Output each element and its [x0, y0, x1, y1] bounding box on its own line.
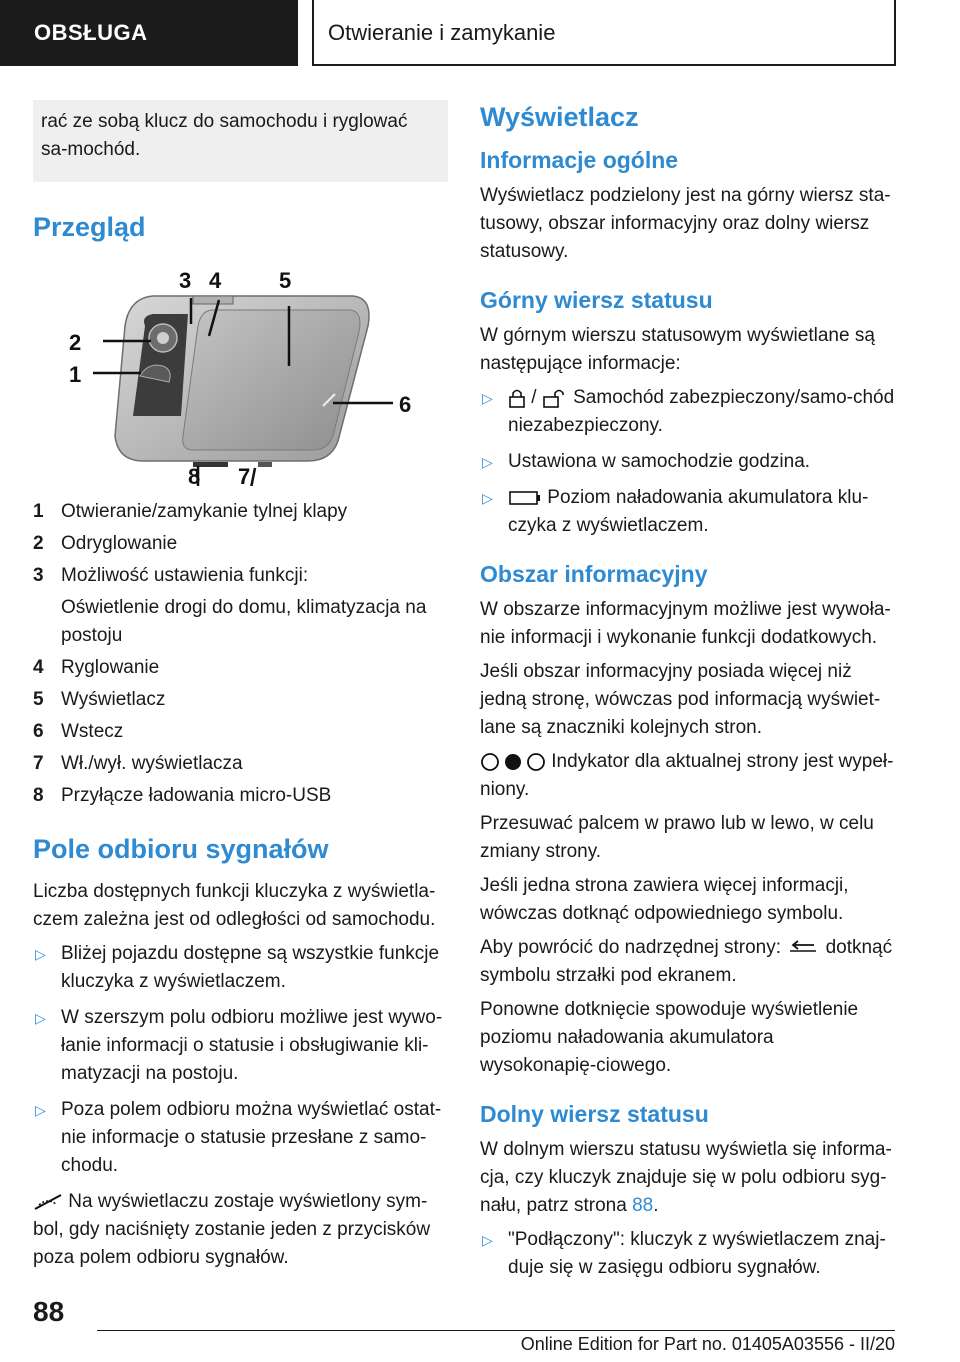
callout-6: 6 — [399, 392, 412, 417]
lock-open-icon — [542, 388, 568, 408]
left-column — [33, 100, 448, 1278]
legend-item: 3 Możliwość ustawienia funkcji: Oświetlenie drogi do domu, klimatyzacja na postoju — [33, 562, 448, 650]
bullet-item: ▷ Poza polem odbioru można wyświetlać ostat-nie informacje o statusie przesłane z samo-chodu. — [33, 1096, 448, 1180]
power-button — [258, 462, 272, 467]
callout-2: 2 — [69, 330, 82, 355]
info-p7: Ponowne dotknięcie spowoduje wyświetlenie poziomu naładowania akumulatora wysokonapię-ciowego. — [480, 999, 859, 1076]
info-p1: W obszarze informacyjnym możliwe jest wywoła-nie informacji i wykonanie funkcji dodatkowych. — [480, 599, 891, 648]
page-number: 88 — [33, 1296, 65, 1327]
back-arrow-icon — [786, 939, 820, 957]
right-column — [480, 100, 895, 1290]
edition-text: Online Edition for Part no. 01405A03556 - II/20 — [520, 1334, 895, 1354]
bullet-triangle-icon: ▷ — [482, 1232, 493, 1248]
general-heading: Informacje ogólne — [480, 147, 679, 173]
lock-separator: / — [531, 387, 537, 408]
info-p4: Przesuwać palcem w prawo lub w lewo, w celu zmiany strony. — [480, 813, 874, 862]
page-reference-link[interactable]: 88 — [632, 1195, 654, 1216]
legend-item: 1 Otwieranie/zamykanie tylnej klapy — [33, 501, 348, 522]
bullet-triangle-icon: ▷ — [482, 490, 493, 506]
info-area-heading: Obszar informacyjny — [480, 561, 708, 587]
legend-item: 2 Odryglowanie — [33, 533, 178, 554]
callout-4: 4 — [209, 268, 222, 293]
info-p5: Jeśli jedna strona zawiera więcej informacji, wówczas dotknąć odpowiedniego symbolu. — [480, 875, 849, 924]
bullet-item: ▷ Ustawiona w samochodzie godzina. — [480, 448, 895, 476]
top-status-bullets — [480, 384, 895, 540]
range-heading: Pole odbioru sygnałów — [33, 834, 329, 864]
legend-item: 6 Wstecz — [33, 721, 124, 742]
page-indicator-icon — [480, 752, 546, 772]
callout-7: 7 — [238, 464, 251, 486]
callout-5: 5 — [279, 268, 292, 293]
display-heading: Wyświetlacz — [480, 102, 639, 132]
bullet-triangle-icon: ▷ — [35, 946, 46, 962]
legend-list — [33, 498, 448, 810]
lock-button-center — [157, 332, 169, 344]
legend-item: 8 Przyłącze ładowania micro-USB — [33, 785, 332, 806]
battery-icon — [508, 490, 542, 506]
lock-closed-icon — [508, 388, 526, 408]
callout-3: 3 — [179, 268, 192, 293]
range-note: Na wyświetlaczu zostaje wyświetlony sym-bol, gdy naciśnięty zostanie jeden z przycisków poza polem odbioru sygnałów. — [33, 1191, 431, 1268]
legend-item: 4 Ryglowanie — [33, 657, 160, 678]
chapter-title: Otwieranie i zamykanie — [312, 0, 896, 66]
continued-note — [33, 100, 448, 182]
info-p6: Aby powrócić do nadrzędnej strony: dotknąć symbolu strzałki pod ekranem. — [480, 937, 893, 986]
no-signal-icon — [33, 1193, 63, 1211]
bullet-triangle-icon: ▷ — [35, 1102, 46, 1118]
bullet-item: ▷ W szerszym polu odbioru możliwe jest wywo-łanie informacji o statusie i obsługiwanie kli-matyzacji na postoju. — [33, 1004, 448, 1088]
footer-divider — [97, 1330, 895, 1331]
legend-subtext: Oświetlenie drogi do domu, klimatyzacja na postoju — [61, 597, 427, 646]
legend-item: 7 Wł./wył. wyświetlacza — [33, 753, 243, 774]
page-header — [0, 0, 960, 66]
overview-heading: Przegląd — [33, 212, 146, 242]
bottom-status-heading: Dolny wiersz statusu — [480, 1101, 709, 1127]
bottom-status-bullets — [480, 1226, 895, 1282]
section-tab: OBSŁUGA — [0, 0, 298, 66]
bullet-item: ▷ "Podłączony": kluczyk z wyświetlaczem znaj-duje się w zasięgu odbioru sygnałów. — [480, 1226, 895, 1282]
continued-note-text: rać ze sobą klucz do samochodu i ryglować sa-mochód. — [41, 111, 408, 160]
bullet-item: ▷ Poziom naładowania akumulatora klu-czyka z wyświetlaczem. — [480, 484, 895, 540]
range-bullets — [33, 940, 448, 1180]
bullet-triangle-icon: ▷ — [482, 454, 493, 470]
bullet-item: ▷ / Samochód zabezpieczony/samo-chód niezabezpieczony. — [480, 384, 895, 440]
key-figure — [33, 266, 433, 486]
bullet-triangle-icon: ▷ — [35, 1010, 46, 1026]
function-button — [193, 296, 233, 304]
display-key-illustration — [33, 266, 433, 486]
bottom-status-text: W dolnym wierszu statusu wyświetla się informa-cja, czy kluczyk znajduje się w polu odbioru syg-nału, patrz strona 88. — [480, 1139, 892, 1216]
bullet-item: ▷ Bliżej pojazdu dostępne są wszystkie funkcje kluczyka z wyświetlaczem. — [33, 940, 448, 996]
top-status-intro: W górnym wierszu statusowym wyświetlane są następujące informacje: — [480, 325, 875, 374]
callout-8: 8 — [188, 464, 201, 486]
bullet-triangle-icon: ▷ — [482, 390, 493, 406]
callout-1: 1 — [69, 362, 82, 387]
range-intro: Liczba dostępnych funkcji kluczyka z wyświetla-czem zależna jest od odległości od samochodu. — [33, 881, 436, 930]
info-p2: Jeśli obszar informacyjny posiada więcej niż jedną stronę, wówczas pod informacją wyświet-lane są znaczniki kolejnych stron. — [480, 661, 881, 738]
legend-item: 5 Wyświetlacz — [33, 689, 166, 710]
top-status-heading: Górny wiersz statusu — [480, 287, 713, 313]
info-p3: Indykator dla aktualnej strony jest wypeł-niony. — [480, 751, 894, 800]
general-text: Wyświetlacz podzielony jest na górny wiersz sta-tusowy, obszar informacyjny oraz dolny wiersz statusowy. — [480, 185, 891, 262]
